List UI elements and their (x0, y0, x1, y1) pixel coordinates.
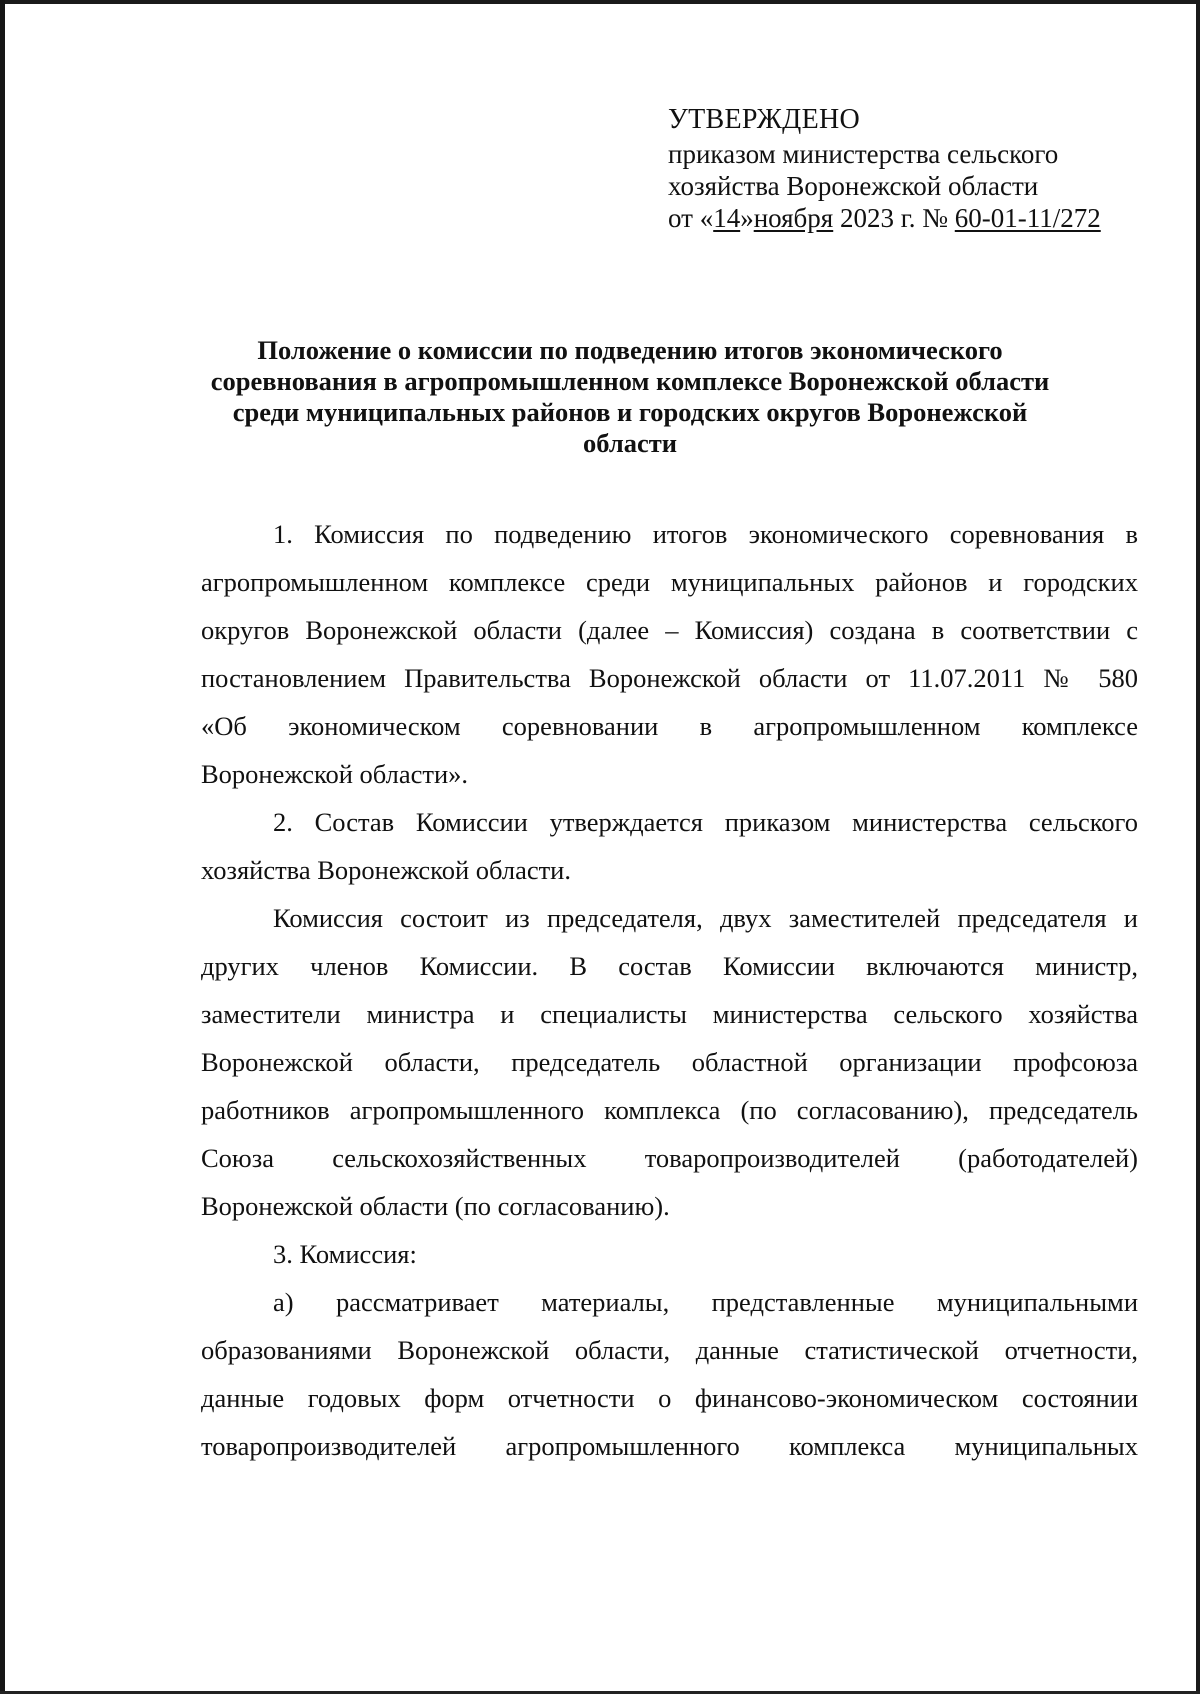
body-line: агропромышленном комплексе среди муниципальных районов и городских (201, 567, 1138, 597)
body-line-paragraph-1-start: 1. Комиссия по подведению итогов экономического соревнования в (273, 519, 1138, 549)
approval-block (668, 104, 1148, 234)
date-day: 14 (713, 203, 741, 233)
body-line: работников агропромышленного комплекса (по согласованию), председатель (201, 1095, 1138, 1125)
body-line: Союза сельскохозяйственных товаропроизводителей (работодателей) (201, 1143, 1138, 1173)
date-year: 2023 г. № (833, 203, 955, 233)
title-line: среди муниципальных районов и городских округов Воронежской (232, 397, 1028, 427)
document-body (201, 510, 1138, 1470)
body-line: «Об экономическом соревновании в агропромышленном комплексе (201, 711, 1138, 741)
scan-edge-left (0, 0, 5, 1694)
body-line-section-3-heading: 3. Комиссия: (273, 1239, 417, 1269)
scan-edge-right (1196, 0, 1200, 1694)
title-line: области (582, 428, 677, 458)
body-line: Воронежской области (по согласованию). (201, 1191, 670, 1221)
body-line: заместители министра и специалисты министерства сельского хозяйства (201, 999, 1138, 1029)
title-line: Положение о комиссии по подведению итогов экономического (257, 335, 1003, 365)
date-month: ноября (753, 203, 834, 233)
date-prefix: от « (668, 203, 714, 233)
body-line: товаропроизводителей агропромышленного комплекса муниципальных (201, 1431, 1138, 1461)
body-line: других членов Комиссии. В состав Комиссии включаются министр, (201, 951, 1138, 981)
body-line: хозяйства Воронежской области. (201, 855, 571, 885)
date-mid: » (740, 203, 754, 233)
approval-line-2: хозяйства Воронежской области (668, 171, 1039, 201)
document-title (200, 335, 1060, 459)
body-line: образованиями Воронежской области, данные статистической отчетности, (201, 1335, 1138, 1365)
body-line: Воронежской области». (201, 759, 469, 789)
body-line: данные годовых форм отчетности о финансово-экономическом состоянии (201, 1383, 1138, 1413)
body-line-item-a-start: а) рассматривает материалы, представленные муниципальными (273, 1287, 1138, 1317)
scan-edge-top (0, 0, 1200, 4)
body-line-paragraph-3-start: Комиссия состоит из председателя, двух заместителей председателя и (273, 903, 1138, 933)
body-line: Воронежской области, председатель областной организации профсоюза (201, 1047, 1138, 1077)
body-line: постановлением Правительства Воронежской области от 11.07.2011 № 580 (201, 663, 1138, 693)
title-line: соревнования в агропромышленном комплексе Воронежской области (210, 366, 1050, 396)
approval-stamp: УТВЕРЖДЕНО (668, 104, 861, 135)
body-line-paragraph-2-start: 2. Состав Комиссии утверждается приказом министерства сельского (273, 807, 1138, 837)
body-line: округов Воронежской области (далее – Комиссия) создана в соответствии с (201, 615, 1138, 645)
approval-date-line (668, 202, 1148, 234)
approval-line-1: приказом министерства сельского (668, 139, 1059, 169)
order-number: 60-01-11/272 (954, 203, 1101, 233)
